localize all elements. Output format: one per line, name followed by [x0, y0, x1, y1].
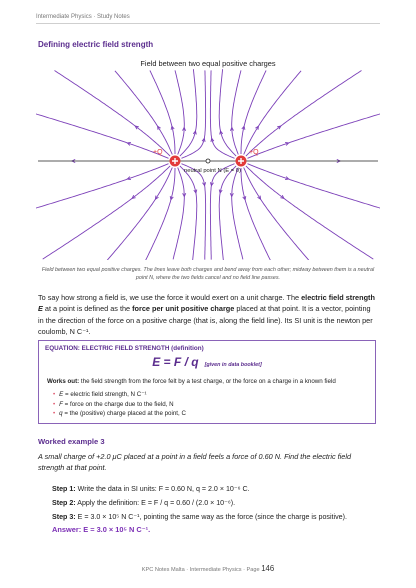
field-diagram	[36, 55, 380, 260]
left-charge-label: +Q	[153, 149, 163, 156]
example-title: Worked example 3	[38, 437, 105, 446]
variable-item: • q = the (positive) charge placed at the point, C	[53, 410, 186, 417]
field-line	[219, 69, 236, 156]
equation-works-out: Works out: the field strength from the force felt by a test charge, or the force on a charge in a known field	[47, 378, 336, 385]
equation-box	[38, 340, 376, 424]
charge-right	[236, 156, 247, 167]
example-question: A small charge of +2.0 μC placed at a point in a field feels a force of 0.60 N. Find the electric field strength at that point.	[38, 452, 352, 473]
field-line	[180, 69, 197, 156]
variable-item: • F = force on the charge due to the field, N	[53, 400, 174, 408]
figure-title: Field between two equal positive charges	[140, 59, 276, 68]
equation-note: [given in data booklet]	[204, 362, 262, 368]
page-number: 146	[261, 564, 275, 573]
variable-list	[53, 390, 186, 419]
field-line	[55, 71, 171, 157]
page-footer: KPC Notes Malta · Intermediate Physics · Page 146	[141, 564, 275, 573]
field-line	[210, 70, 234, 158]
field-line	[241, 168, 271, 260]
right-charge-label: +Q	[249, 149, 259, 156]
equation-formula-row	[39, 355, 375, 369]
field-line	[244, 168, 309, 261]
variable-item: • E = electric field strength, N C⁻¹	[53, 391, 147, 398]
example-step: Step 3: E = 3.0 × 10⁵ N C⁻¹, pointing the same way as the force (since the charge is positive).	[52, 513, 347, 521]
example-answer: Answer: E = 3.0 × 10⁵ N C⁻¹.	[52, 525, 151, 534]
field-line	[210, 164, 234, 260]
field-arrows	[72, 126, 340, 200]
field-lines	[36, 69, 380, 260]
field-line	[107, 168, 172, 261]
field-line	[182, 70, 206, 158]
field-line	[43, 166, 170, 259]
example-step: Step 1: Write the data in SI units: F = 0.60 N, q = 2.0 × 10⁻⁶ C.	[52, 485, 250, 493]
equation-heading: EQUATION: ELECTRIC FIELD STRENGTH (definition)	[45, 345, 204, 352]
field-line	[246, 71, 362, 157]
running-header: Intermediate Physics · Study Notes	[36, 14, 380, 24]
example-step: Step 2: Apply the definition: E = F / q = 0.60 / (2.0 × 10⁻⁶).	[52, 499, 236, 507]
field-line	[182, 164, 206, 260]
field-line	[146, 168, 176, 260]
figure-caption: Field between two equal positive charges. The lines leave both charges and bend away from each other; midway between them is a neutral point N, where the two fields cancel and no field line passes.	[41, 267, 375, 281]
section-title: Defining electric field strength	[38, 40, 154, 49]
field-line	[232, 70, 241, 154]
charge-left	[170, 156, 181, 167]
intro-paragraph: To say how strong a field is, we use the force it would exert on a unit charge. The electric field strength E at a point is defined as the force per unit positive charge placed at that point. It is a vector, pointing in the direction of the force on a positive charge (that is, along the field line). Its SI unit is the newton per coulomb, N C⁻¹.	[38, 293, 375, 337]
equation-formula: E = F / q	[152, 355, 199, 369]
neutral-point	[206, 159, 210, 163]
field-line	[246, 166, 373, 259]
field-line	[175, 70, 184, 154]
neutral-point-label: neutral point N (E = 0)	[184, 168, 241, 174]
